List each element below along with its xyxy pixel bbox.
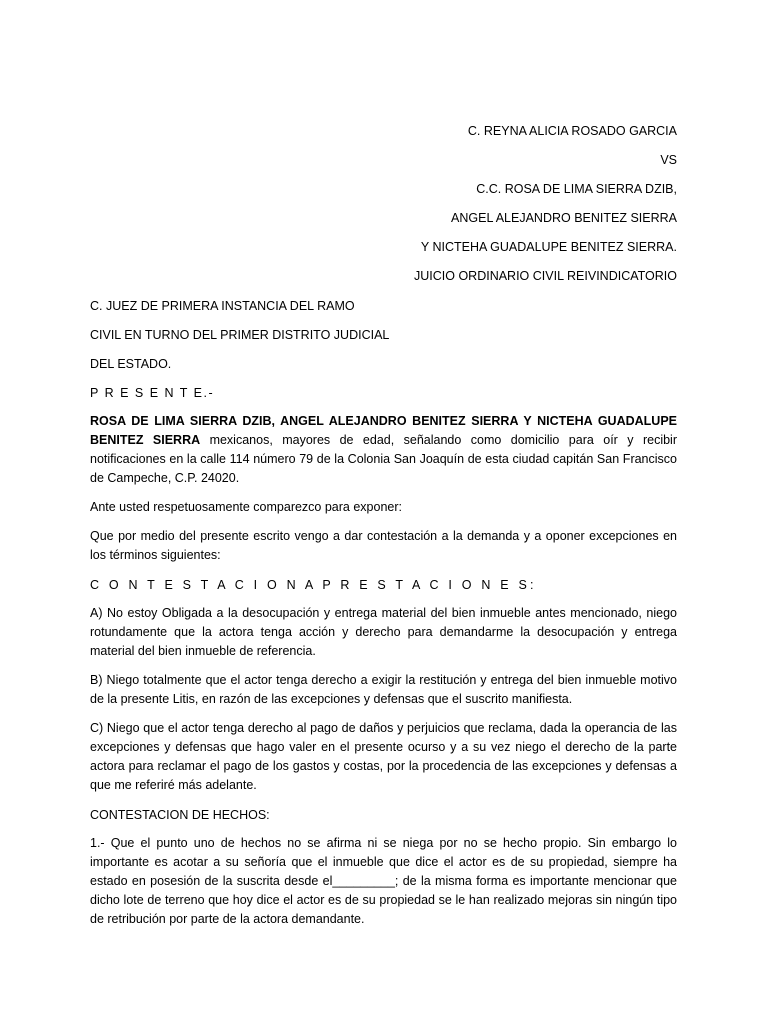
document-body xyxy=(90,296,677,939)
addressee-line-3: DEL ESTADO. xyxy=(90,357,172,371)
intro-paragraph xyxy=(90,412,677,488)
caption-plaintiff: C. REYNA ALICIA ROSADO GARCIA xyxy=(467,124,677,138)
caption-defendant-3: Y NICTEHA GUADALUPE BENITEZ SIERRA. xyxy=(420,240,677,254)
case-caption xyxy=(90,121,677,295)
caption-defendant-2: ANGEL ALEJANDRO BENITEZ SIERRA xyxy=(451,211,677,225)
contestacion-intro-paragraph: Que por medio del presente escrito vengo a dar contestación a la demanda y a oponer excepciones en los términos siguientes: xyxy=(90,529,677,562)
caption-defendant-1: C.C. ROSA DE LIMA SIERRA DZIB, xyxy=(476,182,677,196)
addressee-line-2: CIVIL EN TURNO DEL PRIMER DISTRITO JUDICIAL xyxy=(90,328,390,342)
caption-versus: VS xyxy=(660,153,677,167)
hecho-1: 1.- Que el punto uno de hechos no se afirma ni se niega por no se hecho propio. Sin embargo lo importante es acotar a su señoría que el inmueble que dice el actor es de su propiedad, siempre ha estado en posesión de la suscrita desde el_________; de la misma forma es importante mencionar que dicho lote de terreno que hoy dice el actor es de su propiedad se le han realizado mejoras sin ningún tipo de retribución por parte de la actora demandante. xyxy=(90,836,677,926)
caption-case-type: JUICIO ORDINARIO CIVIL REIVINDICATORIO xyxy=(414,269,677,283)
comparezco-paragraph: Ante usted respetuosamente comparezco para exponer: xyxy=(90,500,402,514)
prestaciones-heading: C O N T E S T A C I O N A P R E S T A C I O N E S: xyxy=(90,578,537,592)
prestacion-a: A) No estoy Obligada a la desocupación y entrega material del bien inmueble antes mencionado, niego rotundamente que la actora tenga acción y derecho para demandarme la desocupación y entrega material del bien inmueble de referencia. xyxy=(90,606,677,658)
addressee-line-1: C. JUEZ DE PRIMERA INSTANCIA DEL RAMO xyxy=(90,299,355,313)
prestacion-b: B) Niego totalmente que el actor tenga derecho a exigir la restitución y entrega del bien inmueble motivo de la presente Litis, en razón de las excepciones y defensas que el suscrito manifiesta. xyxy=(90,673,677,706)
document-page xyxy=(90,0,677,1024)
intro-rest: mexicanos, mayores de edad, señalando como domicilio para oír y recibir notificaciones en la calle 114 número 79 de la Colonia San Joaquín de esta ciudad capitán San Francisco de Campeche, C.P. 24020. xyxy=(90,433,677,485)
presente-line: P R E S E N T E.- xyxy=(90,386,215,400)
intro-names: ROSA DE LIMA SIERRA DZIB, ANGEL ALEJANDRO BENITEZ SIERRA Y NICTEHA GUADALUPE BENITEZ SIERRA xyxy=(90,414,677,447)
prestacion-c: C) Niego que el actor tenga derecho al pago de daños y perjuicios que reclama, dada la operancia de las excepciones y defensas que hago valer en el presente ocurso y a su vez niego el derecho de la parte actora para reclamar el pago de los gastos y costas, por la procedencia de las excepciones y defensas a que me referiré más adelante. xyxy=(90,721,677,792)
hechos-heading: CONTESTACION DE HECHOS: xyxy=(90,808,270,822)
